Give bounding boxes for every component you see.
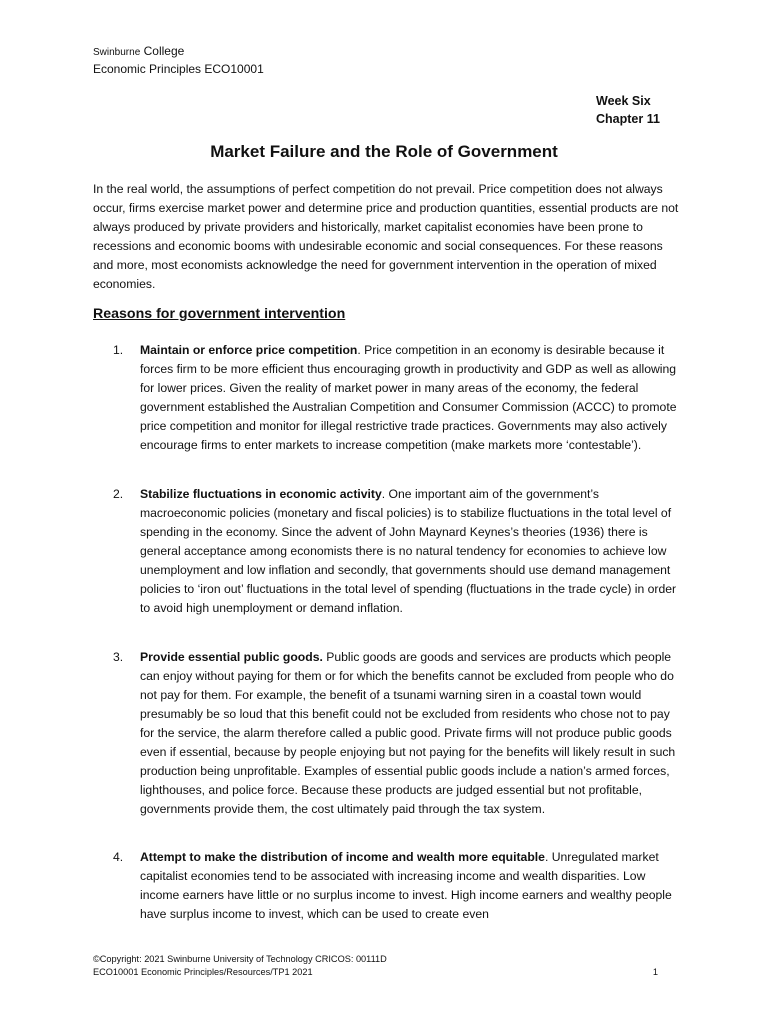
page-number: 1 xyxy=(652,967,658,977)
list-item-number: 1. xyxy=(113,343,124,357)
list-item-number: 2. xyxy=(113,487,124,501)
institution-name-small: Swinburne xyxy=(93,47,141,58)
copyright-line: ©Copyright: 2021 Swinburne University of Technology CRICOS: 00111D xyxy=(93,954,387,964)
institution-name-rest: College xyxy=(140,44,185,58)
list-item xyxy=(113,341,683,455)
institution-name xyxy=(93,43,264,61)
course-header xyxy=(93,43,264,77)
list-item-text xyxy=(140,848,683,924)
list-item-number: 4. xyxy=(113,850,124,864)
list-item xyxy=(113,848,683,924)
page-title: Market Failure and the Role of Government xyxy=(210,142,558,161)
list-item-body: . Unregulated market capitalist economies tend to be associated with increasing income and wealth disparities. Low income earners have little or no surplus income to invest. High income earners and wealthy people have surplus income to invest, which can be used to create even xyxy=(140,850,672,921)
list-item xyxy=(113,648,683,819)
week-label: Week Six xyxy=(596,94,651,108)
intro-paragraph: In the real world, the assumptions of perfect competition do not prevail. Price competition does not always occur, firms exercise market power and determine price and production quantities, essential products are not always produced by private providers and historically, market capitalist economies have been prone to recessions and economic booms with undesirable economic and social consequences. For these reasons and more, most economists acknowledge the need for government intervention in the operation of mixed economies. xyxy=(93,182,679,291)
list-item-lead: Stabilize fluctuations in economic activity xyxy=(140,487,382,501)
list-item-body: . Price competition in an economy is desirable because it forces firm to be more efficient thus encouraging growth in productivity and GDP as well as allowing for lower prices. Given the reality of market power in many areas of the economy, the federal government established the Australian Competition and Consumer Commission (ACCC) to promote price competition and monitor for illegal restrictive trade practices. Governments may also actively encourage firms to enter markets to increase competition (make markets more ‘contestable’). xyxy=(140,343,677,452)
list-item-lead: Maintain or enforce price competition xyxy=(140,343,358,357)
list-item-lead: Attempt to make the distribution of income and wealth more equitable xyxy=(140,850,545,864)
list-item-lead: Provide essential public goods. xyxy=(140,650,323,664)
section-heading: Reasons for government intervention xyxy=(93,306,346,322)
list-item-text xyxy=(140,648,683,819)
list-item-text xyxy=(140,341,683,455)
list-item-number: 3. xyxy=(113,650,124,664)
list-item-body: Public goods are goods and services are products which people can enjoy without paying for them or for which the benefits cannot be excluded from people who do not pay for them. For example, the benefit of a tsunami warning siren in a coastal town would presumably be so loud that this benefit could not be excluded from residents who chose not to pay for the service, the alarm therefore called a public good. Private firms will not produce public goods even if essential, because by people enjoying but not paying for the benefits will likely result in such production being unprofitable. Examples of essential public goods include a nation’s armed forces, lighthouses, and police force. Because these products are judged essential but not profitable, governments provide them, the cost ultimately paid through the tax system. xyxy=(140,650,676,816)
chapter-label: Chapter 11 xyxy=(596,112,660,126)
list-item xyxy=(113,485,683,618)
page-footer xyxy=(93,953,658,979)
resource-line: ECO10001 Economic Principles/Resources/TP1 2021 xyxy=(93,967,313,977)
list-item-body: . One important aim of the government’s macroeconomic policies (monetary and fiscal policies) is to stabilize fluctuations in the total level of spending in the economy. Since the advent of John Maynard Keynes’s theories (1936) there is general acceptance among economists there is no natural tendency for economies to achieve low unemployment and low inflation and secondly, that governments should use demand management policies to ‘iron out’ fluctuations in the total level of spending (fluctuations in the trade cycle) in order to avoid high unemployment or demand inflation. xyxy=(140,487,677,615)
course-name: Economic Principles ECO10001 xyxy=(93,62,264,76)
list-item-text xyxy=(140,485,683,618)
week-chapter-block xyxy=(596,92,660,128)
